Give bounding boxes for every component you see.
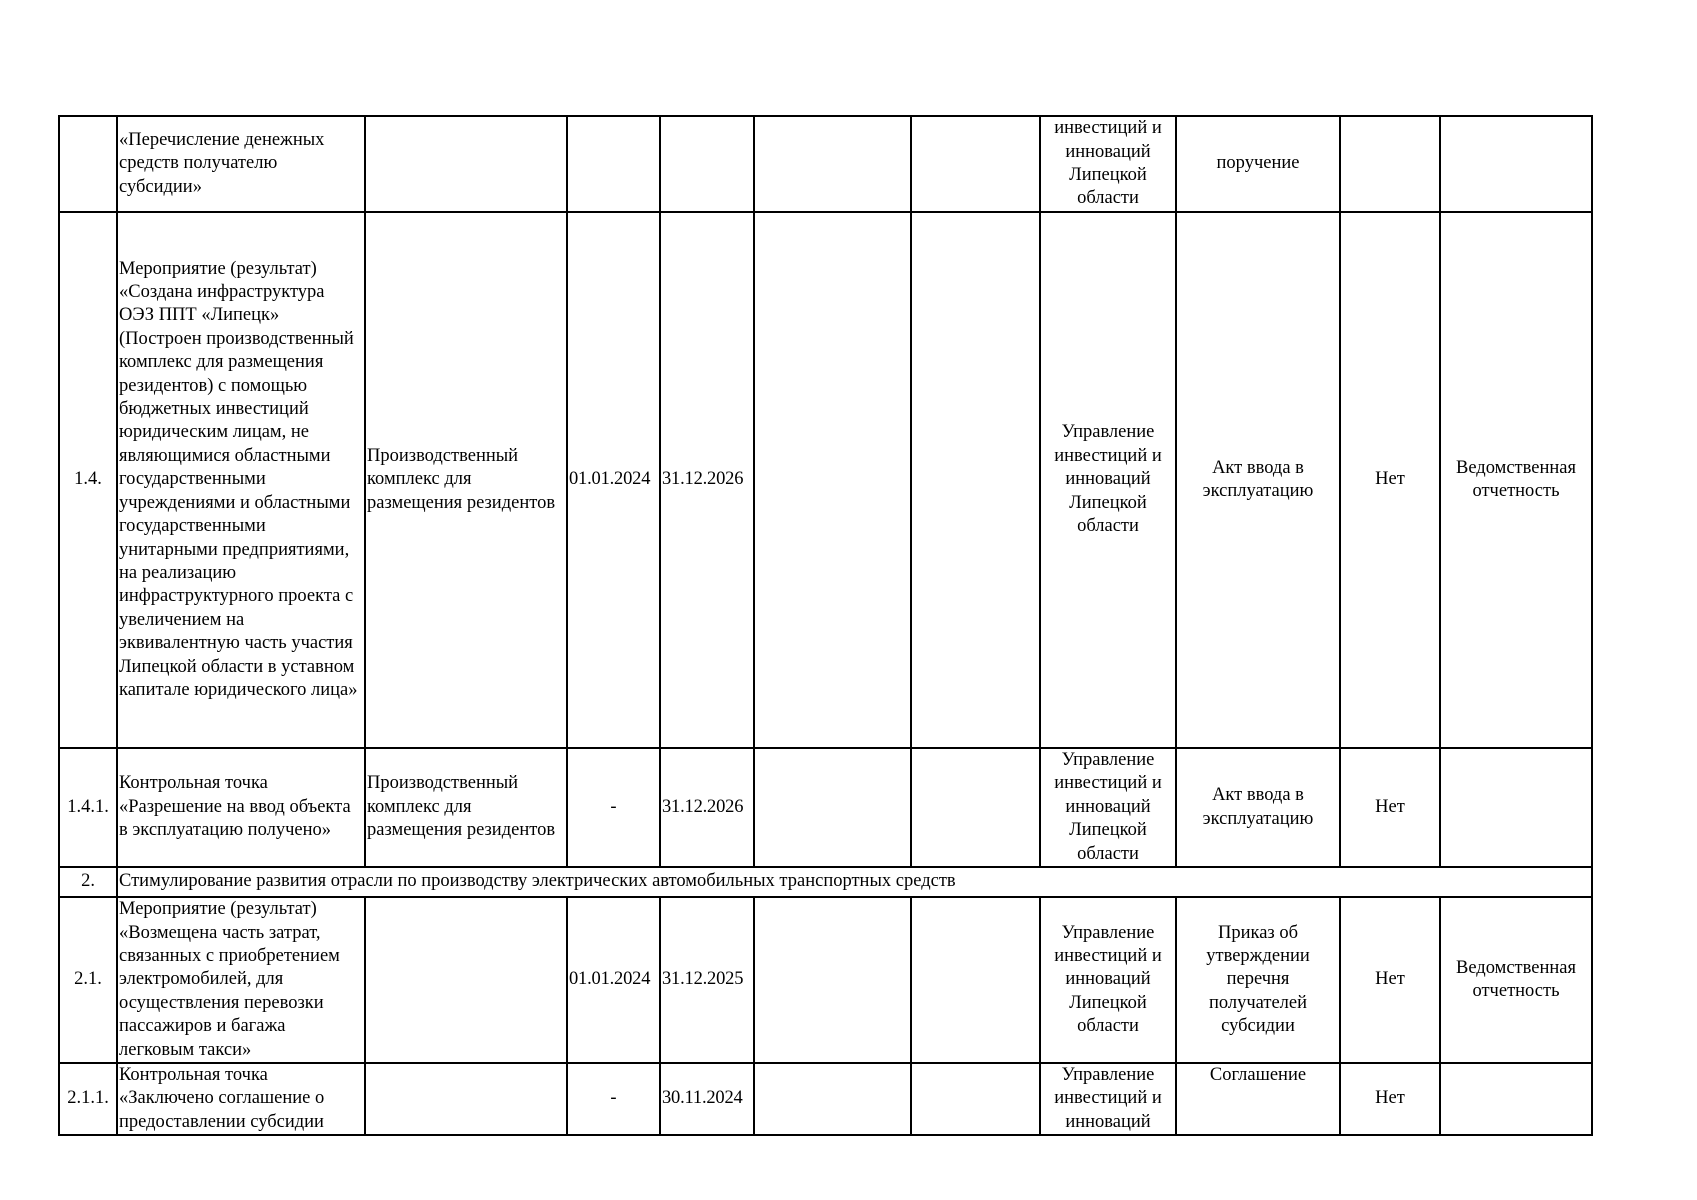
confirming-document: Акт ввода в эксплуатацию — [1176, 748, 1340, 867]
table-row — [59, 1063, 1592, 1135]
empty-cell — [911, 212, 1040, 748]
responsible-executor: Управление инвестиций и инноваций Липецкой области — [1040, 748, 1176, 867]
start-date: - — [567, 748, 660, 867]
flag-value: Нет — [1340, 897, 1440, 1063]
empty-cell — [754, 212, 911, 748]
empty-cell — [754, 1063, 911, 1135]
empty-cell — [911, 897, 1040, 1063]
end-date — [660, 116, 754, 212]
flag-value: Нет — [1340, 1063, 1440, 1135]
event-result — [365, 897, 567, 1063]
event-name: Контрольная точка «Разрешение на ввод объекта в эксплуатацию получено» — [117, 748, 365, 867]
end-date: 30.11.2024 — [660, 1063, 754, 1135]
start-date: - — [567, 1063, 660, 1135]
confirming-document: поручение — [1176, 116, 1340, 212]
row-number: 1.4. — [59, 212, 117, 748]
responsible-executor: инвестиций и инноваций Липецкой области — [1040, 116, 1176, 212]
empty-cell — [911, 1063, 1040, 1135]
empty-cell — [911, 748, 1040, 867]
confirming-document: Приказ об утверждении перечня получателей субсидии — [1176, 897, 1340, 1063]
section-row — [59, 867, 1592, 897]
event-result: Производственный комплекс для размещения резидентов — [365, 212, 567, 748]
row-number: 2.1. — [59, 897, 117, 1063]
row-number: 1.4.1. — [59, 748, 117, 867]
section-number: 2. — [59, 867, 117, 897]
table-row — [59, 748, 1592, 867]
event-result — [365, 1063, 567, 1135]
row-number: 2.1.1. — [59, 1063, 117, 1135]
confirming-document: Соглашение — [1176, 1063, 1340, 1135]
responsible-executor-text: Управление инвестиций и инноваций — [1054, 1065, 1162, 1132]
info-source — [1440, 1063, 1592, 1135]
flag-value: Нет — [1340, 212, 1440, 748]
event-name: Мероприятие (результат) «Возмещена часть затрат, связанных с приобретением электромобилей, для осуществления перевозки пассажиров и багажа легковым такси» — [117, 897, 365, 1063]
responsible-executor: Управление инвестиций и инноваций Липецкой области — [1040, 212, 1176, 748]
implementation-plan-table — [58, 115, 1593, 1136]
empty-cell — [754, 748, 911, 867]
empty-cell — [754, 897, 911, 1063]
table-row — [59, 897, 1592, 1063]
event-name: Мероприятие (результат) «Создана инфраструктура ОЭЗ ППТ «Липецк» (Построен производственный комплекс для размещения резидентов) с помощью бюджетных инвестиций юридическим лицам, не являющимися областными государственными учреждениями и областными государственными унитарными предприятиями, на реализацию инфраструктурного проекта с увеличением на эквивалентную часть участия Липецкой области в уставном капитале юридического лица» — [117, 212, 365, 748]
empty-cell — [754, 116, 911, 212]
flag-value: Нет — [1340, 748, 1440, 867]
start-date: 01.01.2024 — [567, 212, 660, 748]
event-result: Производственный комплекс для размещения резидентов — [365, 748, 567, 867]
row-number — [59, 116, 117, 212]
info-source: Ведомственная отчетность — [1440, 897, 1592, 1063]
end-date: 31.12.2026 — [660, 212, 754, 748]
event-name-text: Контрольная точка «Заключено соглашение о предоставлении субсидии — [119, 1065, 325, 1132]
end-date: 31.12.2026 — [660, 748, 754, 867]
start-date — [567, 116, 660, 212]
event-name: «Перечисление денежных средств получателю субсидии» — [117, 116, 365, 212]
empty-cell — [911, 116, 1040, 212]
responsible-executor: Управление инвестиций и инноваций Липецкой области — [1040, 897, 1176, 1063]
confirming-document: Акт ввода в эксплуатацию — [1176, 212, 1340, 748]
event-result — [365, 116, 567, 212]
start-date: 01.01.2024 — [567, 897, 660, 1063]
end-date: 31.12.2025 — [660, 897, 754, 1063]
table-row — [59, 212, 1592, 748]
info-source: Ведомственная отчетность — [1440, 212, 1592, 748]
info-source — [1440, 116, 1592, 212]
section-title: Стимулирование развития отрасли по производству электрических автомобильных транспортных средств — [117, 867, 1592, 897]
table-row — [59, 116, 1592, 212]
flag-value — [1340, 116, 1440, 212]
responsible-executor — [1040, 1063, 1176, 1135]
info-source — [1440, 748, 1592, 867]
event-name — [117, 1063, 365, 1135]
